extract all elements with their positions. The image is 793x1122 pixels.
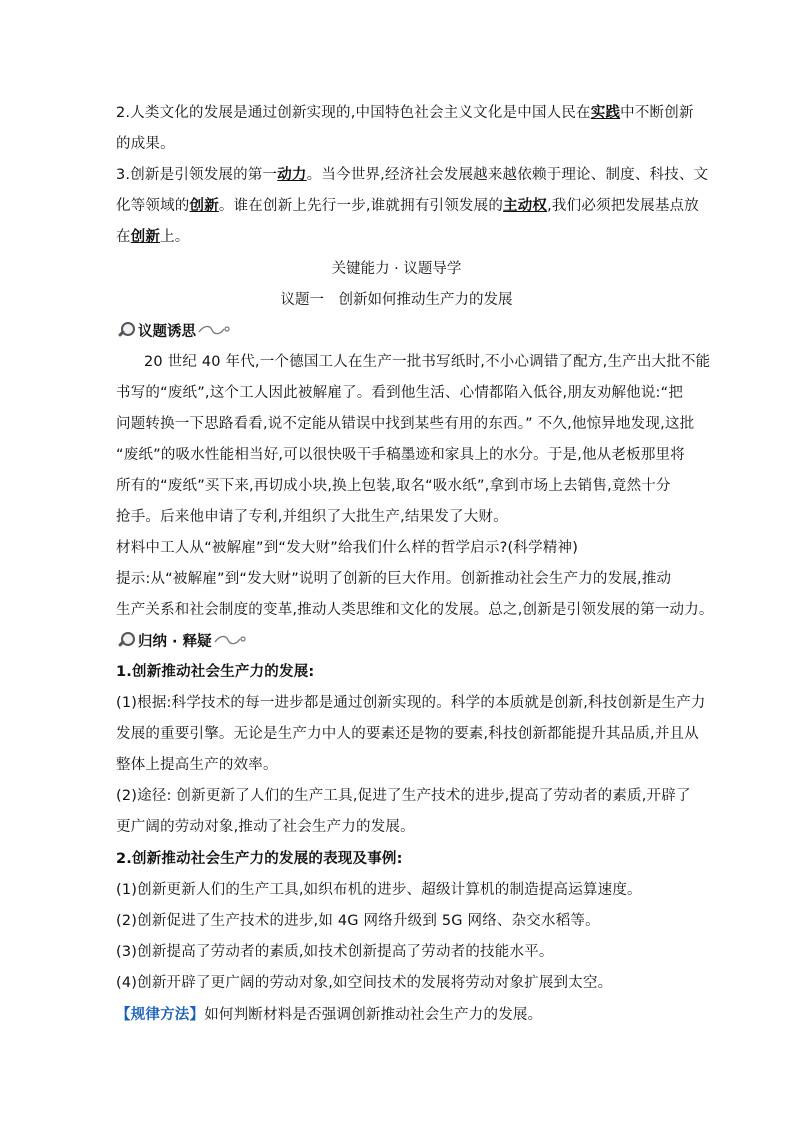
magnifier-icon <box>116 321 134 339</box>
list-item: (2)创新促进了生产技术的进步,如 4G 网络升级到 5G 网络、杂交水稻等。 <box>116 913 600 929</box>
story-line: 所有的“废纸”买下来,再切成小块,换上包装,取名“吸水纸”,拿到市场上去销售,竟然十分 <box>116 478 671 494</box>
underlined-answer-initiative: 主动权 <box>503 198 548 214</box>
story-line: 书写的“废纸”,这个工人因此被解雇了。看到他生活、心情都陷入低谷,朋友劝解他说:“把 <box>116 385 684 401</box>
question: 材料中工人从“被解雇”到“发大财”给我们什么样的哲学启示?(科学精神) <box>116 540 579 556</box>
hint-line: 提示:从“被解雇”到“发大财”说明了创新的巨大作用。创新推动社会生产力的发展,推动 <box>116 571 672 587</box>
heading-2: 2.创新推动社会生产力的发展的表现及事例: <box>116 851 403 867</box>
magnifier-icon <box>116 631 134 649</box>
underlined-answer-innovation-2: 创新 <box>130 229 161 245</box>
tag-topic-inspiration: 议题诱思 <box>116 319 232 341</box>
list-item: (1)创新更新人们的生产工具,如织布机的进步、超级计算机的制造提高运算速度。 <box>116 882 642 898</box>
method-line <box>116 1005 542 1025</box>
paragraph-2-line-2: 的成果。 <box>116 136 175 152</box>
underlined-answer-practice: 实践 <box>590 105 621 121</box>
list-item: 整体上提高生产的效率。 <box>116 757 278 773</box>
story-line: 抢手。后来他申请了专利,并组织了大批生产,结果发了大财。 <box>116 509 508 525</box>
topic-title: 议题一 创新如何推动生产力的发展 <box>280 292 513 308</box>
underlined-answer-innovation: 创新 <box>189 198 219 214</box>
paragraph-3-line-2: 化等领域的创新。谁在创新上先行一步,谁就拥有引领发展的主动权,我们必须把发展基点放 <box>116 198 699 214</box>
story-line: 20 世纪 40 年代,一个德国工人在生产一批书写纸时,不小心调错了配方,生产出大批不能 <box>144 354 711 370</box>
tag-summary: 归纳 · 释疑 <box>116 629 248 651</box>
method-text: 如何判断材料是否强调创新推动社会生产力的发展。 <box>204 1007 543 1023</box>
swirl-decoration-icon <box>214 633 248 647</box>
section-title: 关键能力 · 议题导学 <box>331 261 462 277</box>
list-item: (3)创新提高了劳动者的素质,如技术创新提高了劳动者的技能水平。 <box>116 944 554 960</box>
swirl-decoration-icon <box>198 323 232 337</box>
list-item: 发展的重要引擎。无论是生产力中人的要素还是物的要素,科技创新都能提升其品质,并且从 <box>116 726 699 742</box>
story-line: 问题转换一下思路看看,说不定能从错误中找到某些有用的东西。” 不久,他惊异地发现,这批 <box>116 416 695 432</box>
story-line: “废纸”的吸水性能相当好,可以很快吸干手稿墨迹和家具上的水分。于是,他从老板那里将 <box>116 447 685 463</box>
list-item: (1)根据:科学技术的每一进步都是通过创新实现的。科学的本质就是创新,科技创新是生产力 <box>116 695 706 711</box>
list-item: (2)途径: 创新更新了人们的生产工具,促进了生产技术的进步,提高了劳动者的素质,开辟了 <box>116 788 691 804</box>
method-label: 【规律方法】 <box>116 1007 205 1023</box>
hint-line: 生产关系和社会制度的变革,推动人类思维和文化的发展。总之,创新是引领发展的第一动力。 <box>116 602 714 618</box>
list-item: (4)创新开辟了更广阔的劳动对象,如空间技术的发展将劳动对象扩展到太空。 <box>116 975 613 991</box>
paragraph-3-line-1: 3.创新是引领发展的第一动力。当今世界,经济社会发展越来越依赖于理论、制度、科技、文 <box>116 167 709 183</box>
heading-1: 1.创新推动社会生产力的发展: <box>116 664 315 680</box>
underlined-answer-power: 动力 <box>277 167 307 183</box>
paragraph-2-line-1: 2.人类文化的发展是通过创新实现的,中国特色社会主义文化是中国人民在实践中不断创新 <box>116 105 694 121</box>
paragraph-3-line-3: 在创新上。 <box>116 229 190 245</box>
list-item: 更广阔的劳动对象,推动了社会生产力的发展。 <box>116 819 415 835</box>
